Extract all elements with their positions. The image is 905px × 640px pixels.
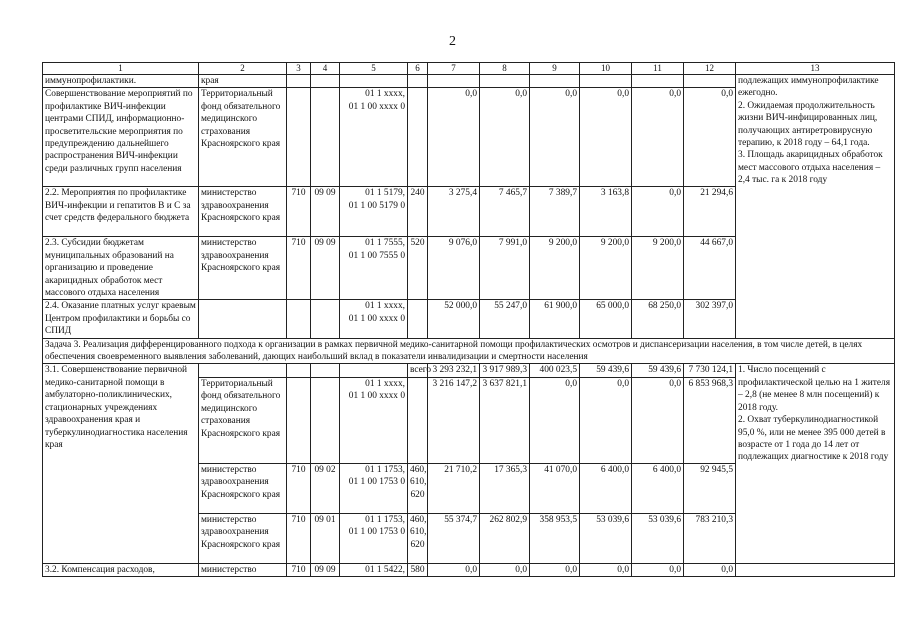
col-header: 5 [340, 63, 408, 75]
col-header: 2 [199, 63, 287, 75]
executor: министерство [199, 563, 287, 576]
budget-code: 01 1 хххх, 01 1 00 хххх 0 [340, 88, 408, 187]
table-row: 2.3. Субсидии бюджетам муниципальных образований на организацию и проведение акарицидных обработок мест массового отдыха населения министерство здравоохранения Красноярского края 710 09 09 01 1 7555, 01 1 00 7555 0 520 9 076,0 7 991,0 9 200,0 9 200,0 9 200,0 44 667,0 [43, 237, 895, 300]
event-name: иммунопрофилактики. [43, 75, 199, 88]
table-row: 3.1. Совершенствование первичной медико-санитарной помощи в амбулаторно-поликлинических, стационарных учреждениях здравоохранения края и туберкулинодиагностика населения края всего 3 293 232,1 3 917 989,3 400 023,5 59 439,6 59 439,6 7 730 124,1 1. Число посещений с профилактической целью на 1 жителя – 2,8 (не менее 8 млн посещений) к 2018 году. 2. Охват туберкулинодиагностикой 95,0 %, или не менее 395 000 детей в возрасте от 1 года до 14 лет от подлежащих диагностике к 2018 году [43, 364, 895, 377]
budget-code: 01 1 5179, 01 1 00 5179 0 [340, 187, 408, 237]
col-header: 9 [530, 63, 580, 75]
expected-results: 1. Число посещений с профилактической целью на 1 жителя – 2,8 (не менее 8 млн посещений) к 2018 году. 2. Охват туберкулинодиагностикой 95,0 %, или не менее 395 000 детей в возрасте от 1 года до 14 лет от подлежащих диагностике к 2018 году [736, 364, 895, 563]
event-name: 2.4. Оказание платных услуг краевым Центром профилактики и борьбы со СПИД [43, 300, 199, 338]
budget-code: 01 1 хххх, 01 1 00 хххх 0 [340, 300, 408, 338]
col-header: 6 [408, 63, 428, 75]
executor: Территориальный фонд обязательного медицинского страхования Красноярского края [199, 88, 287, 187]
executor: Территориальный фонд обязательного медицинского страхования Красноярского края [199, 377, 287, 463]
header-row [43, 63, 895, 75]
task-row [43, 338, 895, 364]
col-header: 7 [428, 63, 480, 75]
program-table [42, 62, 895, 577]
executor [199, 300, 287, 338]
col-header: 4 [311, 63, 340, 75]
event-name: Совершенствование мероприятий по профилактике ВИЧ-инфекции центрами СПИД, информационно-просветительские мероприятия по предупреждению дальнейшего распространения ВИЧ-инфекции среди различных групп населения [43, 88, 199, 187]
task-3-title: Задача 3. Реализация дифференцированного подхода к организации в рамках первичной медико-санитарной помощи профилактических осмотров и диспансеризации населения, в том числе детей, в целях обеспечения своевременного выявления заболеваний, дающих наибольший вклад в показатели инвалидизации и смертности населения [43, 338, 895, 364]
table-row [43, 75, 895, 88]
col-header: 10 [580, 63, 632, 75]
executor: министерство здравоохранения Красноярского края [199, 463, 287, 513]
col-header: 11 [632, 63, 684, 75]
executor: края [199, 75, 287, 88]
executor: министерство здравоохранения Красноярского края [199, 513, 287, 563]
budget-code: 01 1 хххх, 01 1 00 хххх 0 [340, 377, 408, 463]
table-row: 2.2. Мероприятия по профилактике ВИЧ-инфекции и гепатитов В и С за счет средств федерального бюджета министерство здравоохранения Красноярского края 710 09 09 01 1 5179, 01 1 00 5179 0 240 3 275,4 7 465,7 7 389,7 3 163,8 0,0 21 294,6 [43, 187, 895, 237]
budget-code: 01 1 1753, 01 1 00 1753 0 [340, 463, 408, 513]
budget-code: 01 1 7555, 01 1 00 7555 0 [340, 237, 408, 300]
table-row: министерство здравоохранения Красноярского края 710 09 02 01 1 1753, 01 1 00 1753 0 460, 610, 620 21 710,2 17 365,3 41 070,0 6 400,0 6 400,0 92 945,5 [43, 463, 895, 513]
expected-results: подлежащих иммунопрофилактике ежегодно. 2. Ожидаемая продолжительность жизни ВИЧ-инфицированных лиц, получающих антиретровирусную терапию, к 2018 году – 64,1 года. 3. Площадь акарицидных обработок мест массового отдыха населения – 2,4 тыс. га к 2018 году [736, 75, 895, 339]
col-header: 1 [43, 63, 199, 75]
table-row: 2.4. Оказание платных услуг краевым Центром профилактики и борьбы со СПИД 01 1 хххх, 01 1 00 хххх 0 52 000,0 55 247,0 61 900,0 65 000,0 68 250,0 302 397,0 [43, 300, 895, 338]
executor: министерство здравоохранения Красноярского края [199, 237, 287, 300]
table-row: 3.2. Компенсация расходов, министерство 710 09 09 01 1 5422, 580 0,0 0,0 0,0 0,0 0,0 0,0 [43, 563, 895, 576]
table-row: Территориальный фонд обязательного медицинского страхования Красноярского края 01 1 хххх, 01 1 00 хххх 0 3 216 147,2 3 637 821,1 0,0 0,0 0,0 6 853 968,3 [43, 377, 895, 463]
executor: министерство здравоохранения Красноярского края [199, 187, 287, 237]
event-name: 3.2. Компенсация расходов, [43, 563, 199, 576]
col-header: 3 [287, 63, 311, 75]
event-name: 3.1. Совершенствование первичной медико-санитарной помощи в амбулаторно-поликлинических, стационарных учреждениях здравоохранения края и туберкулинодиагностика населения края [43, 364, 199, 563]
event-name: 2.2. Мероприятия по профилактике ВИЧ-инфекции и гепатитов В и С за счет средств федерального бюджета [43, 187, 199, 237]
budget-code: 01 1 5422, [340, 563, 408, 576]
event-name: 2.3. Субсидии бюджетам муниципальных образований на организацию и проведение акарицидных обработок мест массового отдыха населения [43, 237, 199, 300]
table-row: Совершенствование мероприятий по профилактике ВИЧ-инфекции центрами СПИД, информационно-просветительские мероприятия по предупреждению дальнейшего распространения ВИЧ-инфекции среди различных групп населения Территориальный фонд обязательного медицинского страхования Красноярского края 01 1 хххх, 01 1 00 хххх 0 0,0 0,0 0,0 0,0 0,0 0,0 [43, 88, 895, 187]
page-number: 2 [449, 34, 456, 49]
col-header: 13 [736, 63, 895, 75]
table-row: министерство здравоохранения Красноярского края 710 09 01 01 1 1753, 01 1 00 1753 0 460, 610, 620 55 374,7 262 802,9 358 953,5 53 039,6 53 039,6 783 210,3 [43, 513, 895, 563]
col-header: 12 [684, 63, 736, 75]
budget-code: 01 1 1753, 01 1 00 1753 0 [340, 513, 408, 563]
total-label: всего [408, 364, 428, 377]
col-header: 8 [480, 63, 530, 75]
